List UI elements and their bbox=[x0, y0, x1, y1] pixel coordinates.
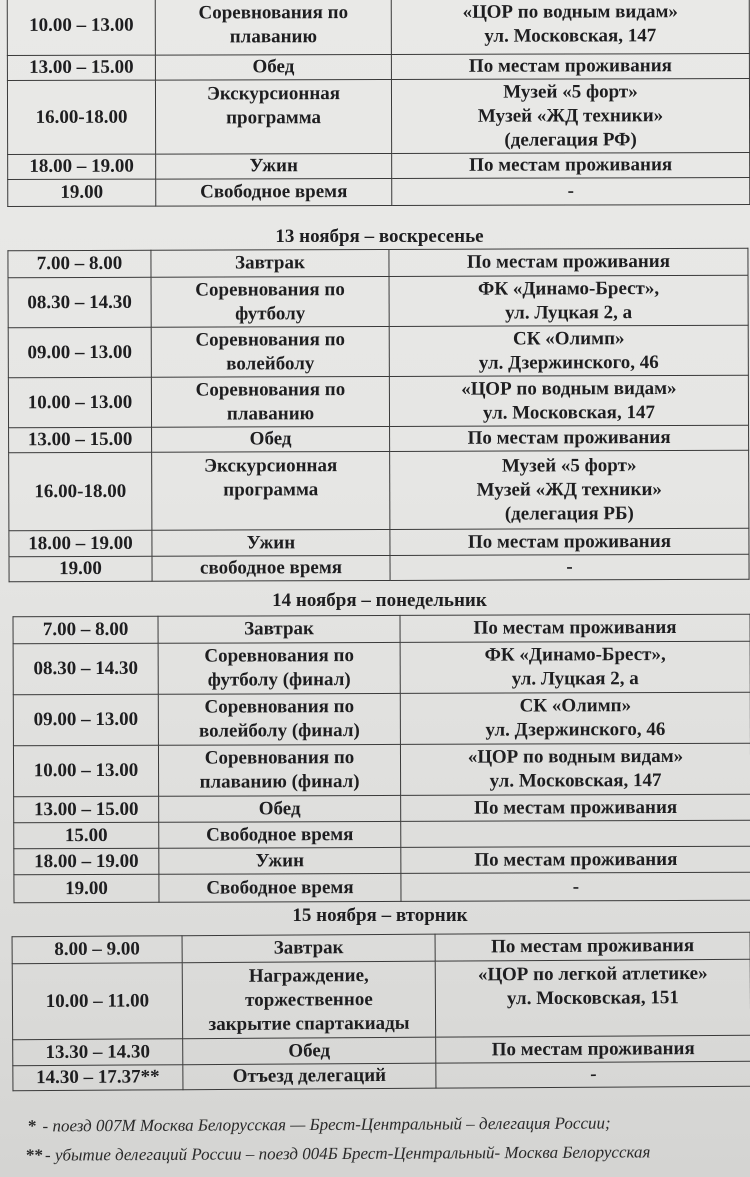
table-row bbox=[9, 425, 749, 453]
place-cell: По местам проживания bbox=[401, 846, 750, 873]
time-cell: 15.00 bbox=[14, 822, 159, 849]
time-cell: 13.00 – 15.00 bbox=[14, 796, 159, 823]
table-row bbox=[13, 641, 750, 695]
event-cell: Свободное время bbox=[156, 178, 392, 206]
place-cell: По местам проживания bbox=[392, 153, 750, 179]
schedule-table-day12 bbox=[7, 0, 750, 207]
place-cell: «ЦОР по легкой атлетике» ул. Московская, 151 bbox=[435, 959, 750, 1037]
place-cell: По местам проживания bbox=[435, 932, 750, 961]
schedule-table-day15 bbox=[12, 932, 750, 1092]
table-row bbox=[8, 178, 750, 207]
event-cell: Соревнования по футболу bbox=[151, 276, 389, 327]
time-cell: 09.00 – 13.00 bbox=[13, 694, 158, 746]
table-row bbox=[8, 248, 748, 278]
place-cell: По местам проживания bbox=[401, 794, 750, 821]
day-title-13: 13 ноября – воскресенье bbox=[275, 226, 484, 247]
table-row bbox=[8, 153, 750, 180]
table-row bbox=[13, 1061, 750, 1091]
place-cell: Музей «5 форт» Музей «ЖД техники» (делегация РФ) bbox=[391, 79, 749, 154]
place-cell: ФК «Динамо-Брест», ул. Луцкая 2, а bbox=[400, 641, 750, 693]
time-cell: 16.00-18.00 bbox=[9, 452, 152, 530]
event-cell: Ужин bbox=[152, 529, 390, 556]
event-cell: Завтрак bbox=[151, 249, 389, 277]
table-row bbox=[14, 846, 750, 875]
event-cell: Соревнования по волейболу bbox=[151, 326, 389, 377]
footnote-text: - поезд 007М Москва Белорусская — Брест-Центральный – делегация России; bbox=[42, 1113, 611, 1136]
event-cell: Соревнования по плаванию bbox=[155, 0, 391, 55]
event-cell: Экскурсионная программа bbox=[152, 451, 390, 530]
event-cell: Свободное время bbox=[159, 821, 401, 848]
time-cell: 7.00 – 8.00 bbox=[8, 250, 151, 277]
event-cell: Соревнования по плаванию bbox=[151, 376, 389, 427]
time-cell: 18.00 – 19.00 bbox=[8, 154, 156, 179]
time-cell: 13.30 – 14.30 bbox=[13, 1039, 183, 1066]
table-row bbox=[12, 959, 750, 1040]
event-cell: Обед bbox=[155, 54, 391, 80]
time-cell: 09.00 – 13.00 bbox=[8, 327, 151, 377]
place-cell bbox=[401, 820, 750, 847]
place-cell: По местам проживания bbox=[436, 1035, 750, 1063]
time-cell: 08.30 – 14.30 bbox=[13, 643, 158, 695]
time-cell: 16.00-18.00 bbox=[7, 80, 155, 154]
event-cell: Обед bbox=[152, 426, 390, 452]
event-cell: Экскурсионная программа bbox=[155, 79, 391, 154]
table-row bbox=[7, 0, 749, 55]
table-row bbox=[14, 820, 750, 849]
time-cell: 10.00 – 13.00 bbox=[7, 0, 155, 55]
event-cell: Соревнования по футболу (финал) bbox=[158, 642, 400, 694]
event-cell: Свободное время bbox=[159, 873, 401, 902]
place-cell: - bbox=[401, 872, 750, 901]
day-title-14: 14 ноября – понедельник bbox=[272, 590, 487, 611]
time-cell: 10.00 – 13.00 bbox=[13, 745, 158, 797]
event-cell: Завтрак bbox=[182, 934, 435, 963]
table-row bbox=[9, 450, 749, 531]
day-title-15: 15 ноября – вторник bbox=[292, 905, 468, 926]
place-cell: По местам проживания bbox=[390, 528, 749, 555]
place-cell: По местам проживания bbox=[391, 54, 749, 80]
table-row bbox=[13, 743, 750, 797]
time-cell: 8.00 – 9.00 bbox=[12, 936, 182, 964]
time-cell: 18.00 – 19.00 bbox=[9, 530, 152, 556]
place-cell: - bbox=[392, 178, 750, 206]
footnote-text: - убытие делегаций России – поезд 004Б Брест-Центральный- Москва Белорусская bbox=[44, 1142, 651, 1165]
place-cell: По местам проживания bbox=[389, 248, 748, 276]
table-row bbox=[8, 275, 748, 328]
time-cell: 13.00 – 15.00 bbox=[7, 55, 155, 80]
event-cell: Ужин bbox=[159, 847, 401, 874]
table-row bbox=[7, 79, 749, 155]
time-cell: 19.00 bbox=[8, 179, 156, 206]
table-row bbox=[13, 614, 750, 644]
table-row bbox=[14, 872, 750, 903]
event-cell: Соревнования по волейболу (финал) bbox=[158, 693, 400, 745]
place-cell: По местам проживания bbox=[400, 614, 750, 642]
event-cell: Награждение, торжественное закрытие спартакиады bbox=[182, 961, 435, 1039]
event-cell: свободное время bbox=[152, 555, 390, 581]
time-cell: 19.00 bbox=[14, 874, 159, 903]
footnote-1 bbox=[28, 1113, 611, 1136]
table-row bbox=[13, 692, 750, 746]
time-cell: 19.00 bbox=[9, 556, 152, 581]
event-cell: Обед bbox=[183, 1037, 436, 1065]
place-cell: «ЦОР по водным видам» ул. Московская, 147 bbox=[391, 0, 749, 54]
table-row bbox=[9, 528, 749, 557]
event-cell: Завтрак bbox=[158, 615, 400, 643]
place-cell: ФК «Динамо-Брест», ул. Луцкая 2, а bbox=[389, 275, 748, 326]
place-cell: СК «Олимп» ул. Дзержинского, 46 bbox=[389, 325, 748, 376]
table-row bbox=[7, 54, 749, 81]
event-cell: Соревнования по плаванию (финал) bbox=[158, 744, 400, 796]
time-cell: 18.00 – 19.00 bbox=[14, 848, 159, 875]
event-cell: Обед bbox=[159, 795, 401, 822]
time-cell: 08.30 – 14.30 bbox=[8, 277, 151, 327]
place-cell: - bbox=[436, 1061, 750, 1088]
place-cell: СК «Олимп» ул. Дзержинского, 46 bbox=[400, 692, 750, 744]
place-cell: - bbox=[390, 554, 749, 580]
table-row bbox=[14, 794, 750, 823]
place-cell: «ЦОР по водным видам» ул. Московская, 147 bbox=[389, 375, 748, 426]
footnote-mark: * bbox=[27, 1116, 37, 1136]
event-cell: Отъезд делегаций bbox=[183, 1063, 436, 1090]
time-cell: 14.30 – 17.37** bbox=[13, 1065, 183, 1091]
place-cell: «ЦОР по водным видам» ул. Московская, 147 bbox=[400, 743, 750, 795]
schedule-table-day14 bbox=[13, 614, 750, 904]
time-cell: 13.00 – 15.00 bbox=[9, 427, 152, 452]
table-row bbox=[9, 554, 749, 582]
place-cell: Музей «5 форт» Музей «ЖД техники» (делегация РБ) bbox=[390, 450, 749, 529]
footnote-mark: ** bbox=[25, 1145, 44, 1165]
table-row bbox=[8, 375, 748, 428]
time-cell: 10.00 – 11.00 bbox=[12, 963, 182, 1040]
event-cell: Ужин bbox=[156, 153, 392, 179]
footnote-2 bbox=[26, 1142, 651, 1165]
time-cell: 7.00 – 8.00 bbox=[13, 616, 158, 644]
table-row bbox=[8, 325, 748, 378]
schedule-table-day13 bbox=[7, 248, 749, 583]
place-cell: По местам проживания bbox=[390, 425, 749, 451]
time-cell: 10.00 – 13.00 bbox=[8, 377, 151, 427]
